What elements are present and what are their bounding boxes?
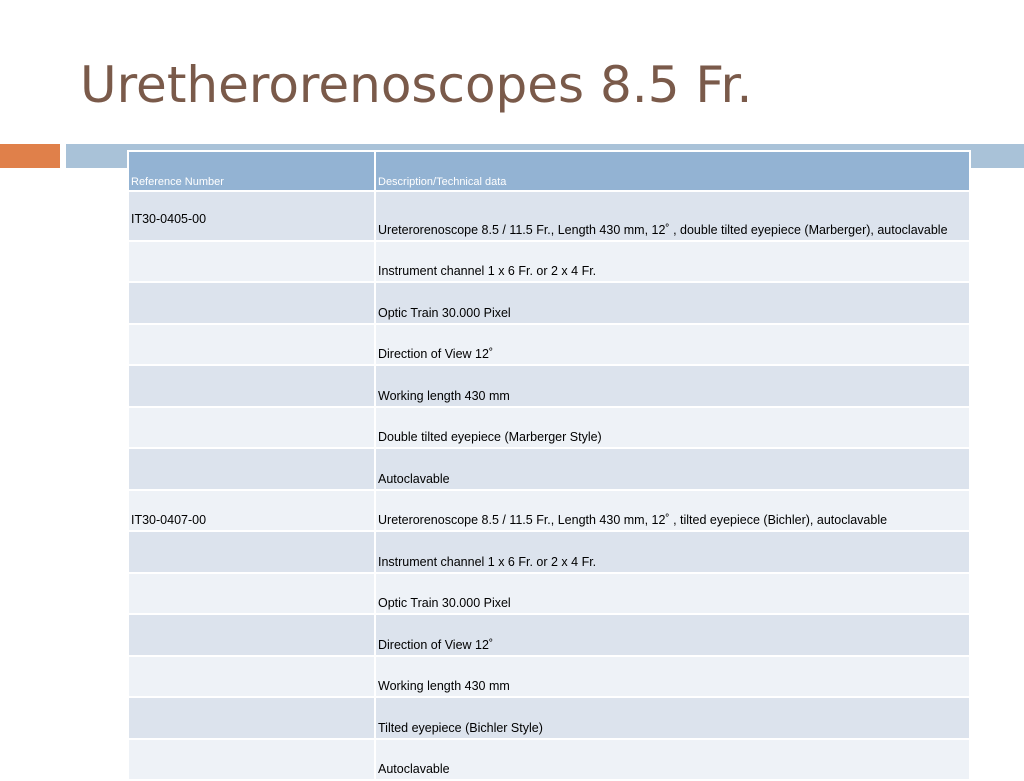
table-row [128, 656, 970, 698]
description-cell: Direction of View 12˚ [375, 324, 970, 366]
table-row [128, 614, 970, 656]
reference-number-cell [128, 407, 375, 449]
header-description: Description/Technical data [375, 151, 970, 191]
reference-number-cell [128, 739, 375, 781]
reference-number-cell [128, 614, 375, 656]
description-cell: Optic Train 30.000 Pixel [375, 573, 970, 615]
reference-number-cell [128, 365, 375, 407]
table-row [128, 241, 970, 283]
description-cell: Autoclavable [375, 448, 970, 490]
description-cell: Autoclavable [375, 739, 970, 781]
description-cell: Instrument channel 1 x 6 Fr. or 2 x 4 Fr. [375, 241, 970, 283]
description-cell: Tilted eyepiece (Bichler Style) [375, 697, 970, 739]
slide-title: Uretherorenoscopes 8.5 Fr. [80, 56, 753, 114]
table-row [128, 365, 970, 407]
reference-number-cell [128, 697, 375, 739]
accent-bar-orange [0, 144, 60, 168]
table-row [128, 490, 970, 532]
description-cell: Double tilted eyepiece (Marberger Style) [375, 407, 970, 449]
table-row [128, 191, 970, 241]
table-row [128, 739, 970, 781]
reference-number-cell [128, 241, 375, 283]
description-cell: Ureterorenoscope 8.5 / 11.5 Fr., Length 430 mm, 12˚ , double tilted eyepiece (Marberger), autoclavable [375, 191, 970, 241]
reference-number-cell [128, 324, 375, 366]
spec-table [127, 150, 971, 781]
reference-number-cell: IT30-0405-00 [128, 191, 375, 241]
table-row [128, 448, 970, 490]
reference-number-cell: IT30-0407-00 [128, 490, 375, 532]
description-cell: Working length 430 mm [375, 656, 970, 698]
reference-number-cell [128, 531, 375, 573]
table-row [128, 324, 970, 366]
table-row [128, 282, 970, 324]
description-cell: Ureterorenoscope 8.5 / 11.5 Fr., Length 430 mm, 12˚ , tilted eyepiece (Bichler), autoclavable [375, 490, 970, 532]
reference-number-cell [128, 282, 375, 324]
description-cell: Direction of View 12˚ [375, 614, 970, 656]
description-cell: Optic Train 30.000 Pixel [375, 282, 970, 324]
description-cell: Instrument channel 1 x 6 Fr. or 2 x 4 Fr. [375, 531, 970, 573]
table-row [128, 407, 970, 449]
table-header-row [128, 151, 970, 191]
table-row [128, 531, 970, 573]
reference-number-cell [128, 573, 375, 615]
table-row [128, 573, 970, 615]
table-row [128, 697, 970, 739]
reference-number-cell [128, 656, 375, 698]
reference-number-cell [128, 448, 375, 490]
description-cell: Working length 430 mm [375, 365, 970, 407]
header-reference-number: Reference Number [128, 151, 375, 191]
